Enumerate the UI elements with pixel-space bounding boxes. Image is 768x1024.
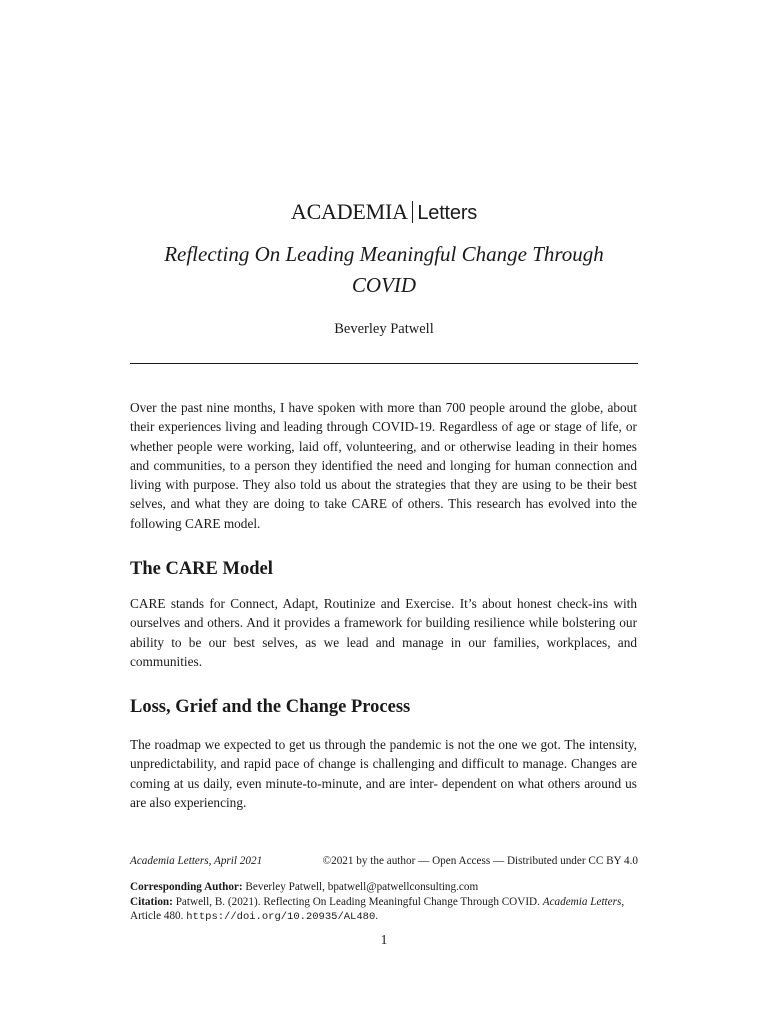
footer-journal-date: Academia Letters, April 2021 xyxy=(130,855,263,867)
journal-masthead xyxy=(0,198,768,227)
loss-grief-paragraph: The roadmap we expected to get us through the pandemic is not the one we got. The intensity, unpredictability, and rapid pace of change is challenging and difficult to manage. Changes are coming at us daily, even minute-to-minute, and are inter- dependent on what others around us are also experiencing. xyxy=(130,737,637,810)
citation-text: Patwell, B. (2021). Reflecting On Leading Meaningful Change Through COVID. xyxy=(175,895,540,908)
article-title xyxy=(130,239,638,301)
article-author: Beverley Patwell xyxy=(334,321,434,337)
section-heading-care-model: The CARE Model xyxy=(130,559,273,579)
citation-article: , Article 480. xyxy=(130,895,625,923)
corresponding-author-label: Corresponding Author: xyxy=(130,881,243,893)
corresponding-author-value: Beverley Patwell, bpatwell@patwellconsulting.com xyxy=(245,881,479,893)
citation-journal: Academia Letters xyxy=(542,895,622,908)
intro-paragraph: Over the past nine months, I have spoken with more than 700 people around the globe, about their experiences living and leading through COVID-19. Regardless of age or stage of life, or whether people were working, laid off, volunteering, and or otherwise leading in their homes and communities, to a person they identified the need and longing for human connection and living with purpose. They also told us about the strategies that they are using to be their best selves, and what they are doing to take CARE of others. This research has evolved into the following CARE model. xyxy=(130,400,637,531)
footer-metadata xyxy=(130,880,640,925)
section-heading-loss-grief: Loss, Grief and the Change Process xyxy=(130,697,411,717)
masthead-divider xyxy=(412,201,414,223)
corresponding-author-line xyxy=(130,880,640,895)
page-number: 1 xyxy=(380,932,388,947)
citation-end: . xyxy=(375,910,379,923)
journal-brand: ACADEMIA xyxy=(290,199,408,224)
footer-journal-line xyxy=(130,854,638,869)
footer-license: ©2021 by the author — Open Access — Distributed under CC BY 4.0 xyxy=(322,855,638,867)
journal-section: Letters xyxy=(417,202,478,224)
care-model-paragraph: CARE stands for Connect, Adapt, Routinize and Exercise. It’s about honest check-ins with ourselves and others. And it provides a framework for building resilience while bolstering our ability to be our best selves, as we lead and manage in our families, workplaces, and communities. xyxy=(130,596,637,669)
article-title-line-2: COVID xyxy=(351,273,417,297)
citation-block xyxy=(130,895,640,925)
citation-label: Citation: xyxy=(130,895,173,908)
article-title-line-1: Reflecting On Leading Meaningful Change Through xyxy=(164,242,604,266)
citation-doi-link[interactable]: https://doi.org/10.20935/AL480 xyxy=(186,911,376,924)
title-divider xyxy=(130,363,638,364)
